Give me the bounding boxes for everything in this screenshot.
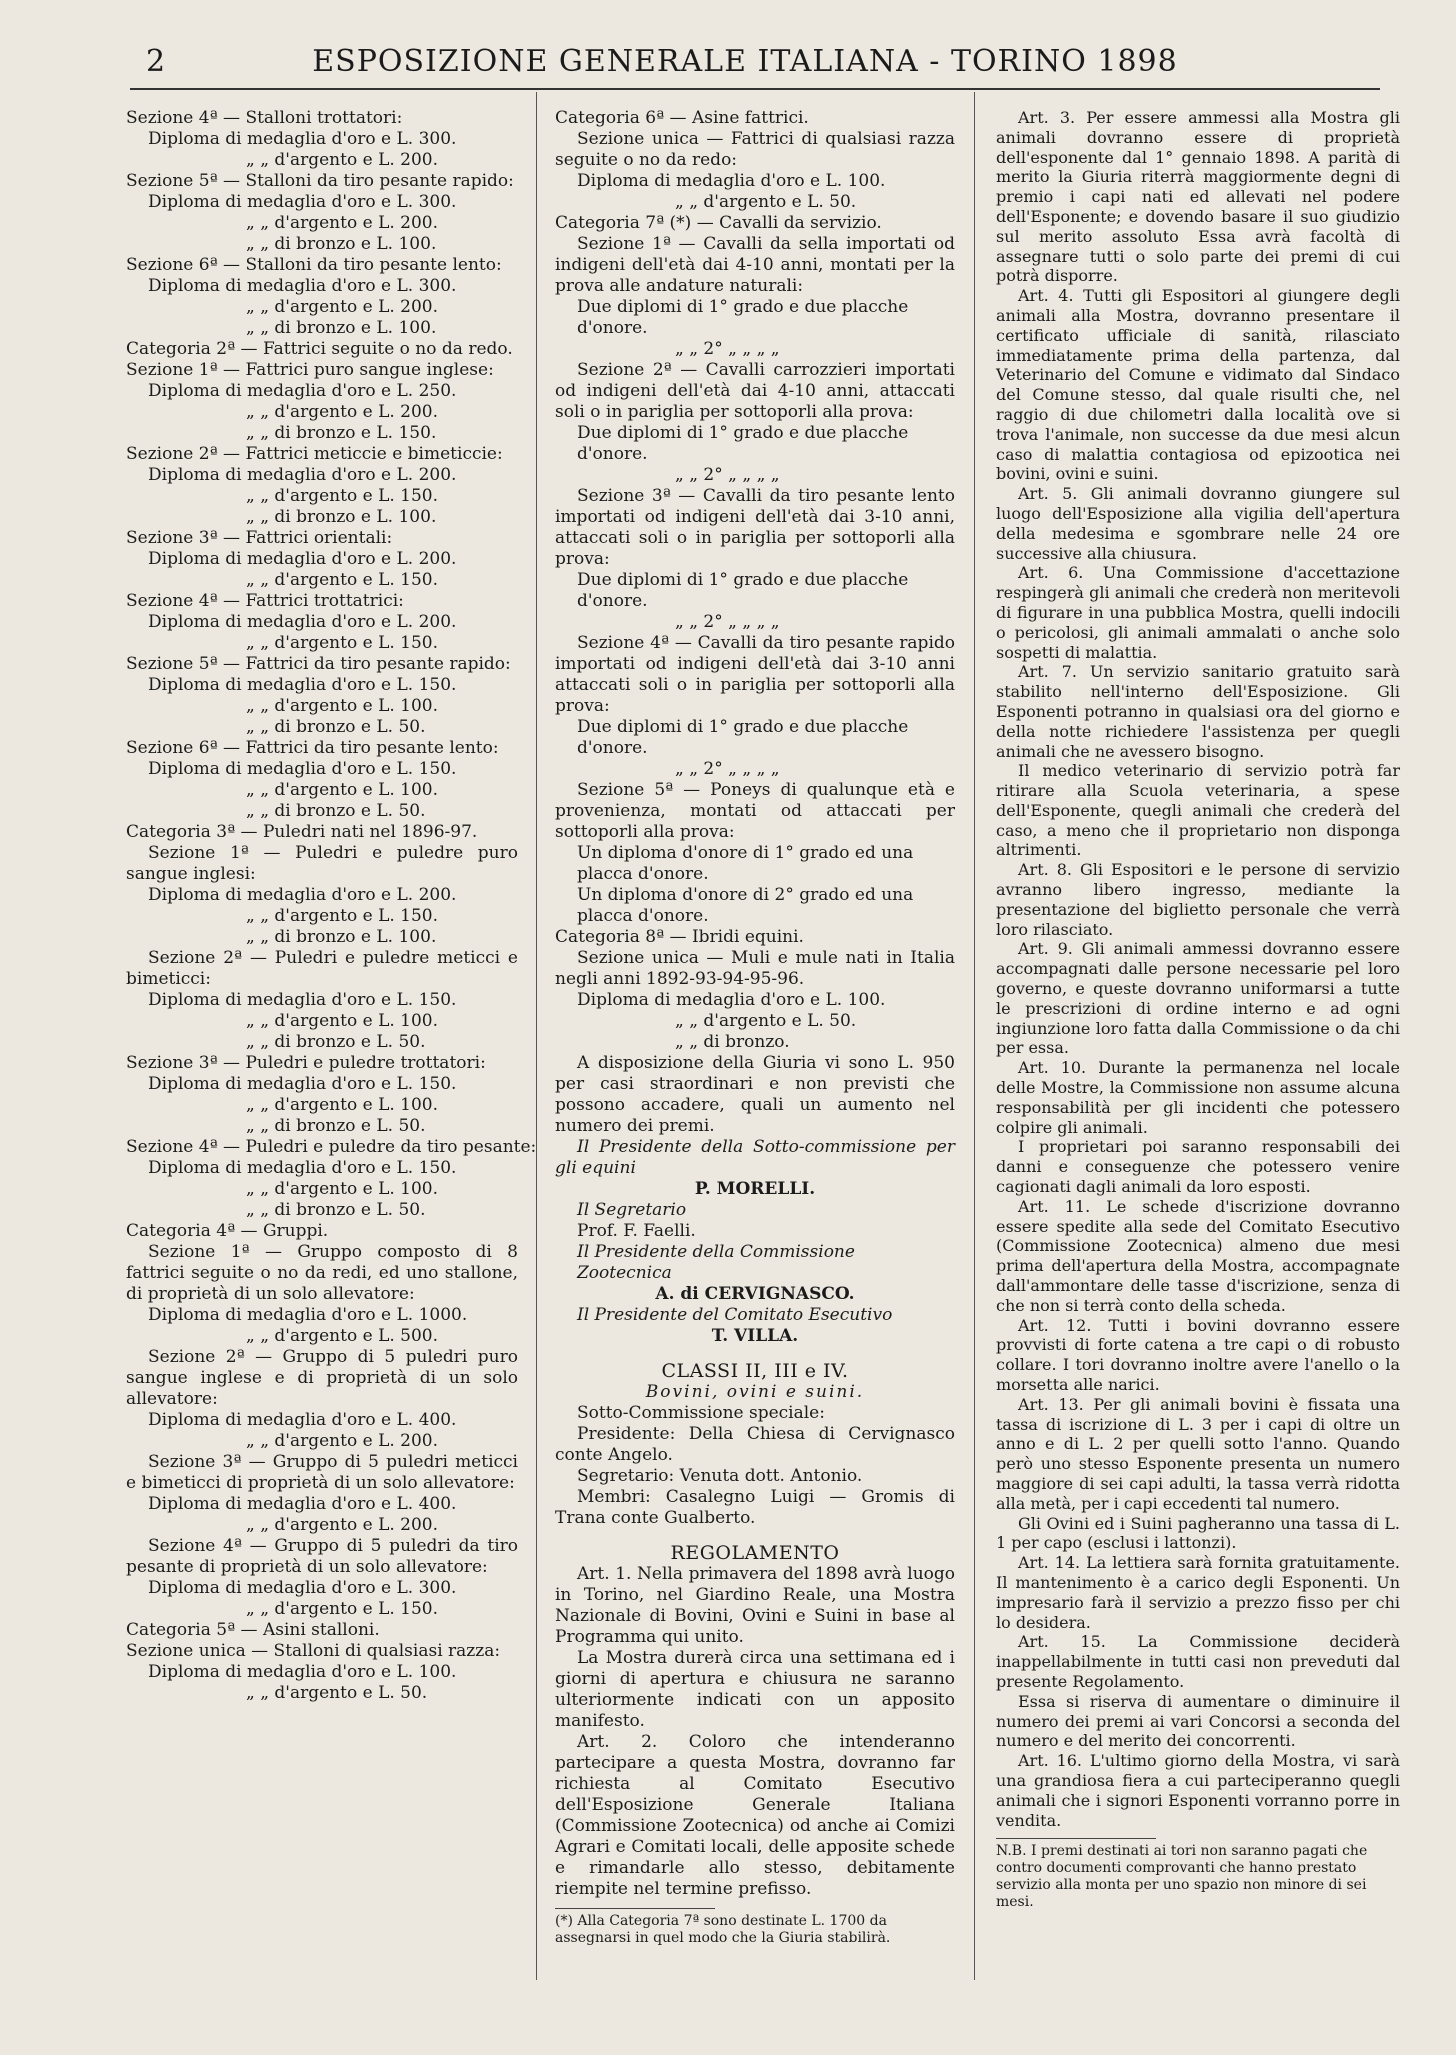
prize-line: „ „ d'argento e L. 150.: [246, 1599, 439, 1619]
prize-line: Diploma di medaglia d'oro e L. 150.: [148, 1158, 457, 1178]
running-title: ESPOSIZIONE GENERALE ITALIANA - TORINO 1898: [312, 44, 1178, 79]
centered-heading: REGOLAMENTO: [670, 1542, 840, 1564]
section-heading: Sezione unica — Muli e mule nati in Italia negli anni 1892-93-94-95-96.: [555, 948, 955, 989]
prize-line: „ „ di bronzo e L. 100.: [246, 318, 437, 338]
prize-line: „ „ d'argento e L. 50.: [675, 192, 857, 212]
section-heading: Sezione unica — Stalloni di qualsiasi razza:: [126, 1641, 501, 1661]
section-heading: Sezione 5ª — Poneys di qualunque età e provenienza, montati od attaccati per sottoporli alla prova:: [555, 780, 955, 842]
section-heading: Sezione 1ª — Fattrici puro sangue inglese:: [126, 360, 494, 380]
prize-line: „ „ d'argento e L. 200.: [246, 402, 439, 422]
prize-line: Diploma di medaglia d'oro e L. 400.: [148, 1410, 457, 1430]
prize-line: „ „ d'argento e L. 50.: [675, 1011, 857, 1031]
spacer: [555, 1529, 955, 1543]
article-paragraph: Art. 4. Tutti gli Espositori al giungere degli animali alla Mostra, dovranno presentare il certificato ufficiale di sanità, rilasciato immediatamente prima della partenza, dal Veterinario del Comune e vidimato dal Sindaco del Comune stesso, dal quale risulti che, nel raggio di due chilometri dalla località ove si trova l'animale, non successe da due mesi alcun caso di malattia contagiosa od epizootica nei bovini, ovini e suini.: [996, 286, 1400, 484]
prize-line: Diploma di medaglia d'oro e L. 150.: [148, 1074, 457, 1094]
prize-line: Diploma di medaglia d'oro e L. 300.: [148, 1578, 457, 1598]
centered-heading: P. MORELLI.: [694, 1179, 816, 1199]
article-paragraph: Art. 7. Un servizio sanitario gratuito sarà stabilito nell'interno dell'Esposizione. Gli Esponenti potranno in qualsiasi ora del giorno e della notte richiedere l'assistenza per quegli animali che ne avessero bisogno.: [996, 662, 1400, 761]
footnote: N.B. I premi destinati ai tori non saranno pagati che contro documenti comprovanti che hanno prestato servizio alla monta per uno spazio non minore di sei mesi.: [996, 1843, 1368, 1911]
prize-line: Diploma di medaglia d'oro e L. 200.: [148, 549, 457, 569]
article-paragraph: Art. 13. Per gli animali bovini è fissata una tassa di iscrizione di L. 3 per i capi di oltre un anno e di L. 2 per quelli sotto l'anno. Quando però uno stesso Esponente presenta un numero maggiore di sei capi adulti, la tassa verrà ridotta alla metà, per i capi eccedenti tal numero.: [996, 1394, 1400, 1513]
prize-line: „ „ di bronzo e L. 100.: [246, 234, 437, 254]
prize-line: „ „ d'argento e L. 500.: [246, 1326, 439, 1346]
section-heading: Sezione 5ª — Stalloni da tiro pesante rapido:: [126, 171, 514, 191]
prize-line: „ „ di bronzo e L. 50.: [246, 801, 426, 821]
column-1: [126, 108, 537, 1975]
article-paragraph: Art. 14. La lettiera sarà fornita gratuitamente. Il mantenimento è a carico degli Esponenti. Un impresario farà il servizio a prezzo fisso per chi lo desidera.: [996, 1553, 1400, 1632]
prize-line: Diploma di medaglia d'oro e L. 300.: [148, 192, 457, 212]
article-paragraph: Art. 16. L'ultimo giorno della Mostra, vi sarà una grandiosa fiera a cui parteciperanno quegli animali che i signori Esponenti vorranno porre in vendita.: [996, 1751, 1400, 1830]
prize-line: Due diplomi di 1° grado e due placche d'onore.: [577, 717, 909, 758]
prize-line: „ „ d'argento e L. 100.: [246, 1011, 439, 1031]
page-number: 2: [146, 44, 166, 79]
body-paragraph: Gli Ovini ed i Suini pagheranno una tassa di L. 1 per capo (esclusi i lattonzi).: [996, 1513, 1400, 1553]
section-heading: Sezione 1ª — Gruppo composto di 8 fattrici seguite o no da redi, ed uno stallone, di proprietà di un solo allevatore:: [126, 1242, 518, 1304]
prize-line: Diploma di medaglia d'oro e L. 100.: [577, 171, 886, 191]
prize-line: „ „ d'argento e L. 200.: [246, 213, 439, 233]
prize-line: Diploma di medaglia d'oro e L. 150.: [148, 675, 457, 695]
prize-line: Diploma di medaglia d'oro e L. 250.: [148, 381, 457, 401]
article-paragraph: Art. 5. Gli animali dovranno giungere sul luogo dell'Esposizione alla vigilia dell'apertura della medesima e sgombrare nelle 24 ore successive alla chiusura.: [996, 484, 1400, 563]
footnote: (*) Alla Categoria 7ª sono destinate L. 1700 da assegnarsi in quel modo che la Giuria stabilirà.: [555, 1913, 891, 1946]
prize-line: „ „ d'argento e L. 200.: [246, 297, 439, 317]
prize-line: „ „ d'argento e L. 100.: [246, 1095, 439, 1115]
prize-line: „ „ d'argento e L. 50.: [246, 1683, 428, 1703]
section-heading: Sezione 3ª — Cavalli da tiro pesante lento importati od indigeni dell'età dai 3-10 anni, attaccati soli o in pariglia per sottoporli alla prova:: [555, 486, 955, 569]
page-header: [110, 38, 1380, 88]
section-heading: Sezione 4ª — Fattrici trottatrici:: [126, 591, 404, 611]
column-divider-2: [974, 92, 975, 1980]
section-heading: Sezione 6ª — Fattrici da tiro pesante lento:: [126, 738, 499, 758]
text-line: Il Segretario: [577, 1200, 687, 1220]
prize-line: Diploma di medaglia d'oro e L. 150.: [148, 990, 457, 1010]
prize-line: „ „ d'argento e L. 150.: [246, 486, 439, 506]
body-paragraph: Presidente: Della Chiesa di Cervignasco conte Angelo.: [555, 1424, 955, 1465]
prize-line: „ „ di bronzo e L. 100.: [246, 507, 437, 527]
body-paragraph: La Mostra durerà circa una settimana ed i giorni di apertura e chiusura ne saranno ulteriormente indicati con un apposito manifesto.: [555, 1648, 955, 1731]
prize-line: „ „ di bronzo e L. 50.: [246, 717, 426, 737]
prize-line: „ „ d'argento e L. 200.: [246, 1431, 439, 1451]
article-paragraph: Art. 2. Coloro che intenderanno partecipare a questa Mostra, dovranno far richiesta al Comitato Esecutivo dell'Esposizione Generale Italiana (Commissione Zootecnica) od anche ai Comizi Agrari e Comitati locali, delle apposite schede e rimandarle allo stesso, debitamente riempite nel termine prefisso.: [555, 1732, 955, 1899]
section-heading: Sezione 3ª — Gruppo di 5 puledri meticci e bimeticci di proprietà di un solo allevatore:: [126, 1452, 518, 1493]
prize-line: „ „ d'argento e L. 150.: [246, 633, 439, 653]
prize-line: Due diplomi di 1° grado e due placche d'onore.: [577, 423, 909, 464]
prize-line: Diploma di medaglia d'oro e L. 400.: [148, 1494, 457, 1514]
prize-line: „ „ d'argento e L. 150.: [246, 570, 439, 590]
text-line: Sotto-Commissione speciale:: [577, 1403, 825, 1423]
prize-line: Diploma di medaglia d'oro e L. 200.: [148, 612, 457, 632]
category-heading: Categoria 7ª (*) — Cavalli da servizio.: [555, 213, 882, 233]
column-3: [996, 108, 1400, 1975]
section-heading: Sezione 4ª — Stalloni trottatori:: [126, 108, 403, 128]
centered-heading: CLASSI II, III e IV.: [661, 1360, 849, 1382]
section-heading: Sezione 1ª — Cavalli da sella importati od indigeni dell'età dai 4-10 anni, montati per la prova alle andature naturali:: [555, 234, 955, 296]
category-heading: Categoria 4ª — Gruppi.: [126, 1221, 329, 1241]
article-paragraph: Art. 8. Gli Espositori e le persone di servizio avranno libero ingresso, mediante la presentazione del biglietto personale che verrà loro rilasciato.: [996, 860, 1400, 939]
column-2: [555, 108, 955, 1975]
section-heading: Sezione 2ª — Puledri e puledre meticci e bimeticci:: [126, 948, 518, 989]
category-heading: Categoria 3ª — Puledri nati nel 1896-97.: [126, 822, 478, 842]
section-heading: Sezione unica — Fattrici di qualsiasi razza seguite o no da redo:: [555, 129, 955, 170]
body-paragraph: Segretario: Venuta dott. Antonio.: [577, 1466, 863, 1486]
article-paragraph: Art. 9. Gli animali ammessi dovranno essere accompagnati dalle persone necessarie pel loro governo, e queste dovranno uniformarsi a tutte le prescrizioni di ordine interno e ad ogni ingiunzione loro fatta dalla Commissione o da chi per essa.: [996, 939, 1400, 1058]
spacer: [555, 1347, 955, 1361]
section-heading: Sezione 2ª — Cavalli carrozzieri importati od indigeni dell'età dai 4-10 anni, attaccati soli o in pariglia per sottoporli alla prova:: [555, 360, 955, 422]
prize-line: „ „ d'argento e L. 100.: [246, 1179, 439, 1199]
article-paragraph: Art. 12. Tutti i bovini dovranno essere provvisti di forte catena a tre capi o di robusto collare. I tori dovranno inoltre avere l'anello o la morsetta alle narici.: [996, 1315, 1400, 1394]
prize-line: „ „ di bronzo.: [675, 1032, 790, 1052]
section-heading: Sezione 4ª — Gruppo di 5 puledri da tiro pesante di proprietà di un solo allevatore:: [126, 1536, 518, 1577]
article-paragraph: Art. 11. Le schede d'iscrizione dovranno essere spedite alla sede del Comitato Esecutivo (Commissione Zootecnica) almeno due mesi prima dell'apertura della Mostra, accompagnate dall'ammontare delle tasse d'iscrizione, senza di che non si terrà conto della scheda.: [996, 1196, 1400, 1315]
header-rule: [130, 88, 1380, 90]
prize-line: Un diploma d'onore di 2° grado ed una placca d'onore.: [577, 885, 914, 926]
centered-heading: A. di CERVIGNASCO.: [655, 1284, 855, 1304]
section-heading: Sezione 3ª — Fattrici orientali:: [126, 528, 393, 548]
section-heading: Sezione 6ª — Stalloni da tiro pesante lento:: [126, 255, 502, 275]
body-paragraph: A disposizione della Giuria vi sono L. 950 per casi straordinari e non previsti che possono accadere, quali un aumento nel numero dei premi.: [555, 1053, 955, 1136]
prize-line: „ „ 2° „ „ „ „: [675, 465, 780, 485]
section-heading: Sezione 2ª — Fattrici meticcie e bimeticcie:: [126, 444, 503, 464]
prize-line: „ „ di bronzo e L. 50.: [246, 1032, 426, 1052]
category-heading: Categoria 2ª — Fattrici seguite o no da redo.: [126, 339, 513, 359]
prize-line: „ „ d'argento e L. 100.: [246, 696, 439, 716]
section-heading: Sezione 4ª — Puledri e puledre da tiro pesante:: [126, 1137, 537, 1157]
body-paragraph: Essa si riserva di aumentare o diminuire il numero dei premi ai vari Concorsi a seconda del numero e del merito dei concorrenti.: [996, 1691, 1400, 1751]
body-paragraph: Il medico veterinario di servizio potrà far ritirare alla Scuola veterinaria, a spese dell'Esponente, quegli animali che crederà del caso, a meno che il proprietario non disponga altrimenti.: [996, 761, 1400, 860]
prize-line: „ „ d'argento e L. 100.: [246, 780, 439, 800]
prize-line: „ „ 2° „ „ „ „: [675, 612, 780, 632]
section-heading: Sezione 3ª — Puledri e puledre trottatori:: [126, 1053, 486, 1073]
article-paragraph: Art. 3. Per essere ammessi alla Mostra gli animali dovranno essere di proprietà dell'esponente dal 1° gennaio 1898. A parità di merito la Giuria riterrà maggiormente degni di premio i capi nati ed allevati nel podere dell'Esponente; e dovendo basare il suo giudizio sul merito assoluto Essa avrà facoltà di assegnare tutti o solo parte dei premi di cui potrà disporre.: [996, 108, 1400, 286]
text-line: Prof. F. Faelli.: [577, 1221, 696, 1241]
category-heading: Categoria 6ª — Asine fattrici.: [555, 108, 809, 128]
prize-line: Diploma di medaglia d'oro e L. 1000.: [148, 1305, 468, 1325]
section-heading: Sezione 1ª — Puledri e puledre puro sangue inglesi:: [126, 843, 518, 884]
prize-line: „ „ d'argento e L. 150.: [246, 906, 439, 926]
prize-line: Diploma di medaglia d'oro e L. 300.: [148, 276, 457, 296]
category-heading: Categoria 8ª — Ibridi equini.: [555, 927, 804, 947]
text-line: Il Presidente del Comitato Esecutivo: [577, 1305, 893, 1325]
footnote-rule: [555, 1908, 715, 1909]
prize-line: Due diplomi di 1° grado e due placche d'onore.: [577, 570, 909, 611]
body-paragraph: Il Presidente della Sotto-commissione per gli equini: [555, 1137, 955, 1178]
column-divider-1: [536, 92, 537, 1980]
body-paragraph: I proprietari poi saranno responsabili dei danni e conseguenze che potessero venire cagionati dagli animali da loro esposti.: [996, 1137, 1400, 1197]
centered-heading: Bovini, ovini e suini.: [645, 1382, 865, 1402]
prize-line: Due diplomi di 1° grado e due placche d'onore.: [577, 297, 909, 338]
prize-line: Diploma di medaglia d'oro e L. 100.: [577, 990, 886, 1010]
prize-line: „ „ 2° „ „ „ „: [675, 339, 780, 359]
prize-line: „ „ d'argento e L. 200.: [246, 150, 439, 170]
section-heading: Sezione 5ª — Fattrici da tiro pesante rapido:: [126, 654, 511, 674]
prize-line: „ „ di bronzo e L. 150.: [246, 423, 437, 443]
prize-line: Diploma di medaglia d'oro e L. 200.: [148, 465, 457, 485]
prize-line: Diploma di medaglia d'oro e L. 100.: [148, 1662, 457, 1682]
article-paragraph: Art. 1. Nella primavera del 1898 avrà luogo in Torino, nel Giardino Reale, una Mostra Nazionale di Bovini, Ovini e Suini in base al Programma qui unito.: [555, 1564, 955, 1647]
article-paragraph: Art. 10. Durante la permanenza nel locale delle Mostre, la Commissione non assume alcuna responsabilità per gli incidenti che potessero colpire gli animali.: [996, 1058, 1400, 1137]
section-heading: Sezione 4ª — Cavalli da tiro pesante rapido importati od indigeni dell'età dai 3-10 anni attaccati soli o in pariglia per sottoporli alla prova:: [555, 633, 955, 716]
prize-line: Diploma di medaglia d'oro e L. 300.: [148, 129, 457, 149]
category-heading: Categoria 5ª — Asini stalloni.: [126, 1620, 380, 1640]
footnote-rule: [996, 1838, 1156, 1839]
prize-line: Diploma di medaglia d'oro e L. 150.: [148, 759, 457, 779]
centered-heading: T. VILLA.: [711, 1326, 799, 1346]
article-paragraph: Art. 6. Una Commissione d'accettazione respingerà gli animali che crederà non meritevoli di figurare in una pubblica Mostra, quelli indocili o pericolosi, gli animali ammalati o anche solo sospetti di malattia.: [996, 563, 1400, 662]
prize-line: „ „ d'argento e L. 200.: [246, 1515, 439, 1535]
prize-line: „ „ di bronzo e L. 50.: [246, 1200, 426, 1220]
text-line: Il Presidente della Commissione Zootecnica: [577, 1242, 855, 1283]
prize-line: „ „ di bronzo e L. 100.: [246, 927, 437, 947]
prize-line: „ „ di bronzo e L. 50.: [246, 1116, 426, 1136]
prize-line: „ „ 2° „ „ „ „: [675, 759, 780, 779]
body-paragraph: Membri: Casalegno Luigi — Gromis di Trana conte Gualberto.: [555, 1487, 955, 1528]
prize-line: Un diploma d'onore di 1° grado ed una placca d'onore.: [577, 843, 914, 884]
prize-line: Diploma di medaglia d'oro e L. 200.: [148, 885, 457, 905]
section-heading: Sezione 2ª — Gruppo di 5 puledri puro sangue inglese e di proprietà di un solo allevatore:: [126, 1347, 518, 1409]
article-paragraph: Art. 15. La Commissione deciderà inappellabilmente in tutti casi non preveduti dal presente Regolamento.: [996, 1632, 1400, 1691]
